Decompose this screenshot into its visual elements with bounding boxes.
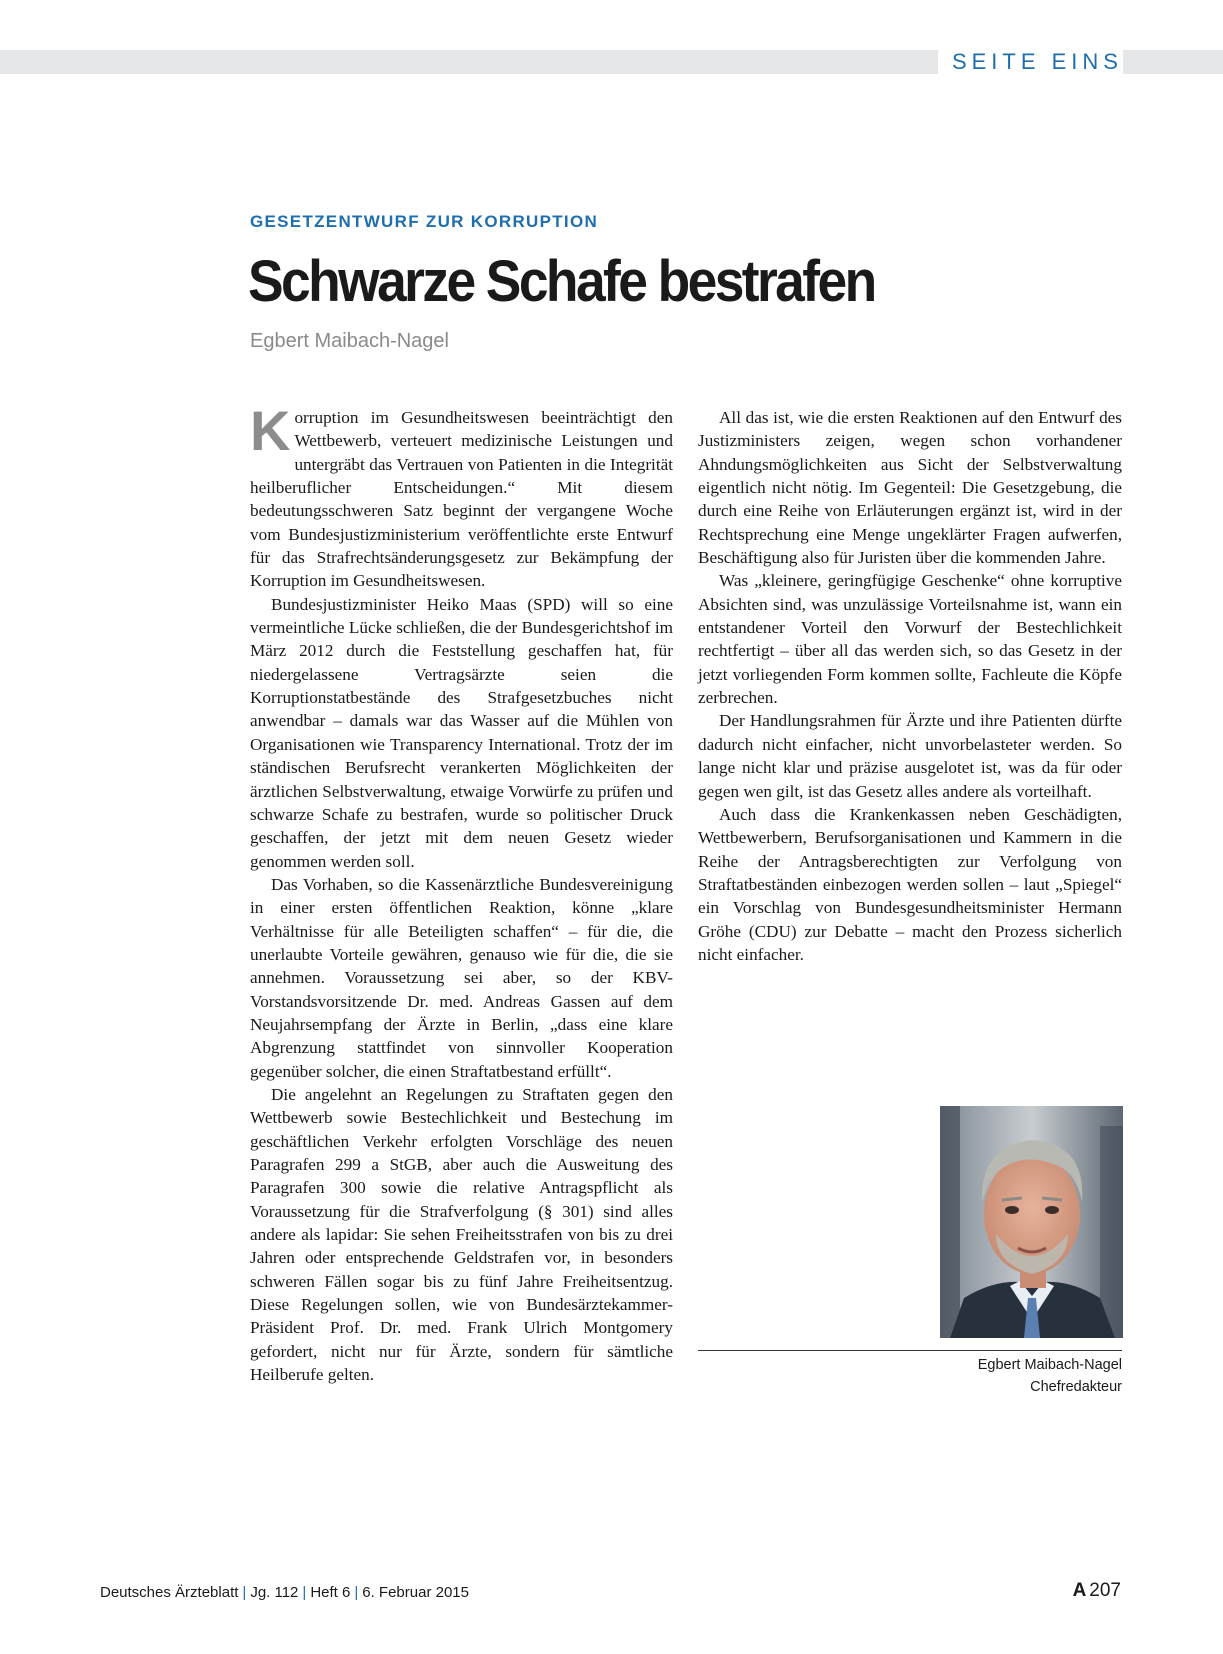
article-paragraph: Der Handlungsrahmen für Ärzte und ihre Patienten dürfte dadurch nicht einfacher, nicht unvorbelasteter werden. So lange nicht klar und präzise ausgelotet ist, was da für oder gegen wen gilt, ist das Gesetz alles andere als vorteilhaft. [698, 711, 1122, 801]
caption-role: Chefredakteur [1030, 1379, 1122, 1395]
photo-caption [978, 1354, 1122, 1398]
article-paragraph: Das Vorhaben, so die Kassenärztliche Bundesvereinigung in einer ersten öffentlichen Reaktion, könne „klare Verhältnisse für alle Beteiligten schaffen“ – für die, die unerlaubte Vorteile gewähren, genauso wie für die, die sie annehmen. Voraussetzung sei aber, so der KBV-Vorstandsvorsitzende Dr. med. Andreas Gassen auf dem Neujahrsempfang der Ärzte in Berlin, „dass eine klare Abgrenzung stattfindet von sinnvoller Kooperation gegenüber solcher, die einen Straftatbestand erfüllt“. [250, 874, 673, 1081]
page-prefix: A [1072, 1580, 1087, 1601]
article-author: Egbert Maibach-Nagel [250, 330, 449, 352]
drop-cap: K [250, 399, 291, 462]
article-headline: Schwarze Schafe bestrafen [248, 249, 875, 314]
author-portrait [940, 1106, 1123, 1338]
page-number [1073, 1580, 1121, 1602]
footer-issue: Heft 6 [310, 1584, 351, 1601]
footer-volume: Jg. 112 [250, 1584, 299, 1601]
article-column-left [250, 399, 673, 1386]
paragraph-text: orruption im Gesundheitswesen beeinträchtigt den Wettbewerb, verteuert medizinische Leistungen und untergräbt das Vertrauen von Patienten in die Integrität heilberuflicher Entscheidungen.“ Mit diesem bedeutungsschweren Satz beginnt der vergangene Woche vom Bundesjustizministerium veröffentlichte erste Entwurf für das Strafrechtsänderungsgesetz zur Bekämpfung der Korruption im Gesundheitswesen. [250, 408, 673, 591]
article-paragraph: Die angelehnt an Regelungen zu Straftaten gegen den Wettbewerb sowie Bestechlichkeit und Bestechung im geschäftlichen Verkehr erfolgten Vorschläge des neuen Paragrafen 299 a StGB, aber auch die Ausweitung des Paragrafen 300 sowie die relative Antragspflicht als Voraussetzung für die Strafverfolgung (§ 301) sind alles andere als lapidar: Sie sehen Freiheitsstrafen von bis zu drei Jahren oder entsprechende Geldstrafen vor, in besonders schweren Fällen sogar bis zu fünf Jahre Freiheitsentzug. Diese Regelungen sollen, wie von Bundesärztekammer-Präsident Prof. Dr. med. Frank Ulrich Montgomery gefordert, nicht nur für Ärzte, sondern für sämtliche Heilberufe gelten. [250, 1084, 673, 1385]
caption-name: Egbert Maibach-Nagel [977, 1357, 1122, 1373]
article-kicker: GESETZENTWURF ZUR KORRUPTION [250, 212, 599, 231]
article-paragraph: Auch dass die Krankenkassen neben Geschädigten, Wettbewerbern, Berufsorganisationen und Kammern in die Reihe der Antragsberechtigten zur Verfolgung von Straftatbeständen einbezogen werden sollen – laut „Spiegel“ ein Vorschlag von Bundesgesundheitsminister Hermann Gröhe (CDU) zur Debatte – macht den Prozess sicherlich nicht einfacher. [698, 804, 1122, 964]
article-paragraph [250, 399, 673, 593]
caption-divider [698, 1350, 1122, 1351]
footer-citation [100, 1584, 469, 1601]
section-label: SEITE EINS [938, 48, 1123, 76]
footer-date: 6. Februar 2015 [362, 1584, 469, 1601]
footer-separator: | [354, 1584, 359, 1601]
page-number-value: 207 [1089, 1580, 1121, 1601]
footer-separator: | [242, 1584, 247, 1601]
article-paragraph: Was „kleinere, geringfügige Geschenke“ ohne korruptive Absichten sind, was unzulässige Vorteilsnahme ist, wann ein entstandener Vorteil den Vorwurf der Bestechlichkeit rechtfertigt – über all das werden sich, so das Gesetz in der jetzt vorliegenden Form kommen sollte, Fachleute die Köpfe zerbrechen. [698, 571, 1122, 708]
portrait-image [940, 1106, 1123, 1338]
article-column-right [698, 406, 1122, 966]
article-paragraph: Bundesjustizminister Heiko Maas (SPD) will so eine vermeintliche Lücke schließen, die der Bundesgerichtshof im März 2012 durch die Feststellung geschaffen hat, für niedergelassene Vertragsärzte seien die Korruptionstatbestände des Strafgesetzbuches nicht anwendbar – damals war das Wasser auf die Mühlen von Organisationen wie Transparency International. Trotz der im ständischen Berufsrecht verankerten Möglichkeiten der ärztlichen Selbstverwaltung, etwaige Vorwürfe zu prüfen und schwarze Schafe zu bestrafen, wurde so politischer Druck geschaffen, der jetzt mit dem neuen Gesetz wieder genommen werden soll. [250, 594, 673, 871]
footer-publication: Deutsches Ärzteblatt [100, 1584, 239, 1601]
footer-separator: | [302, 1584, 307, 1601]
article-paragraph: All das ist, wie die ersten Reaktionen auf den Entwurf des Justizministers zeigen, wegen schon vorhandener Ahndungsmöglichkeiten aus Sicht der Selbstverwaltung eigentlich nicht nötig. Im Gegenteil: Die Gesetzgebung, die durch eine Reihe von Erläuterungen ergänzt ist, wird in der Rechtsprechung eine Menge ungeklärter Fragen aufwerfen, Beschäftigung also für Juristen über die kommenden Jahre. [698, 408, 1122, 568]
